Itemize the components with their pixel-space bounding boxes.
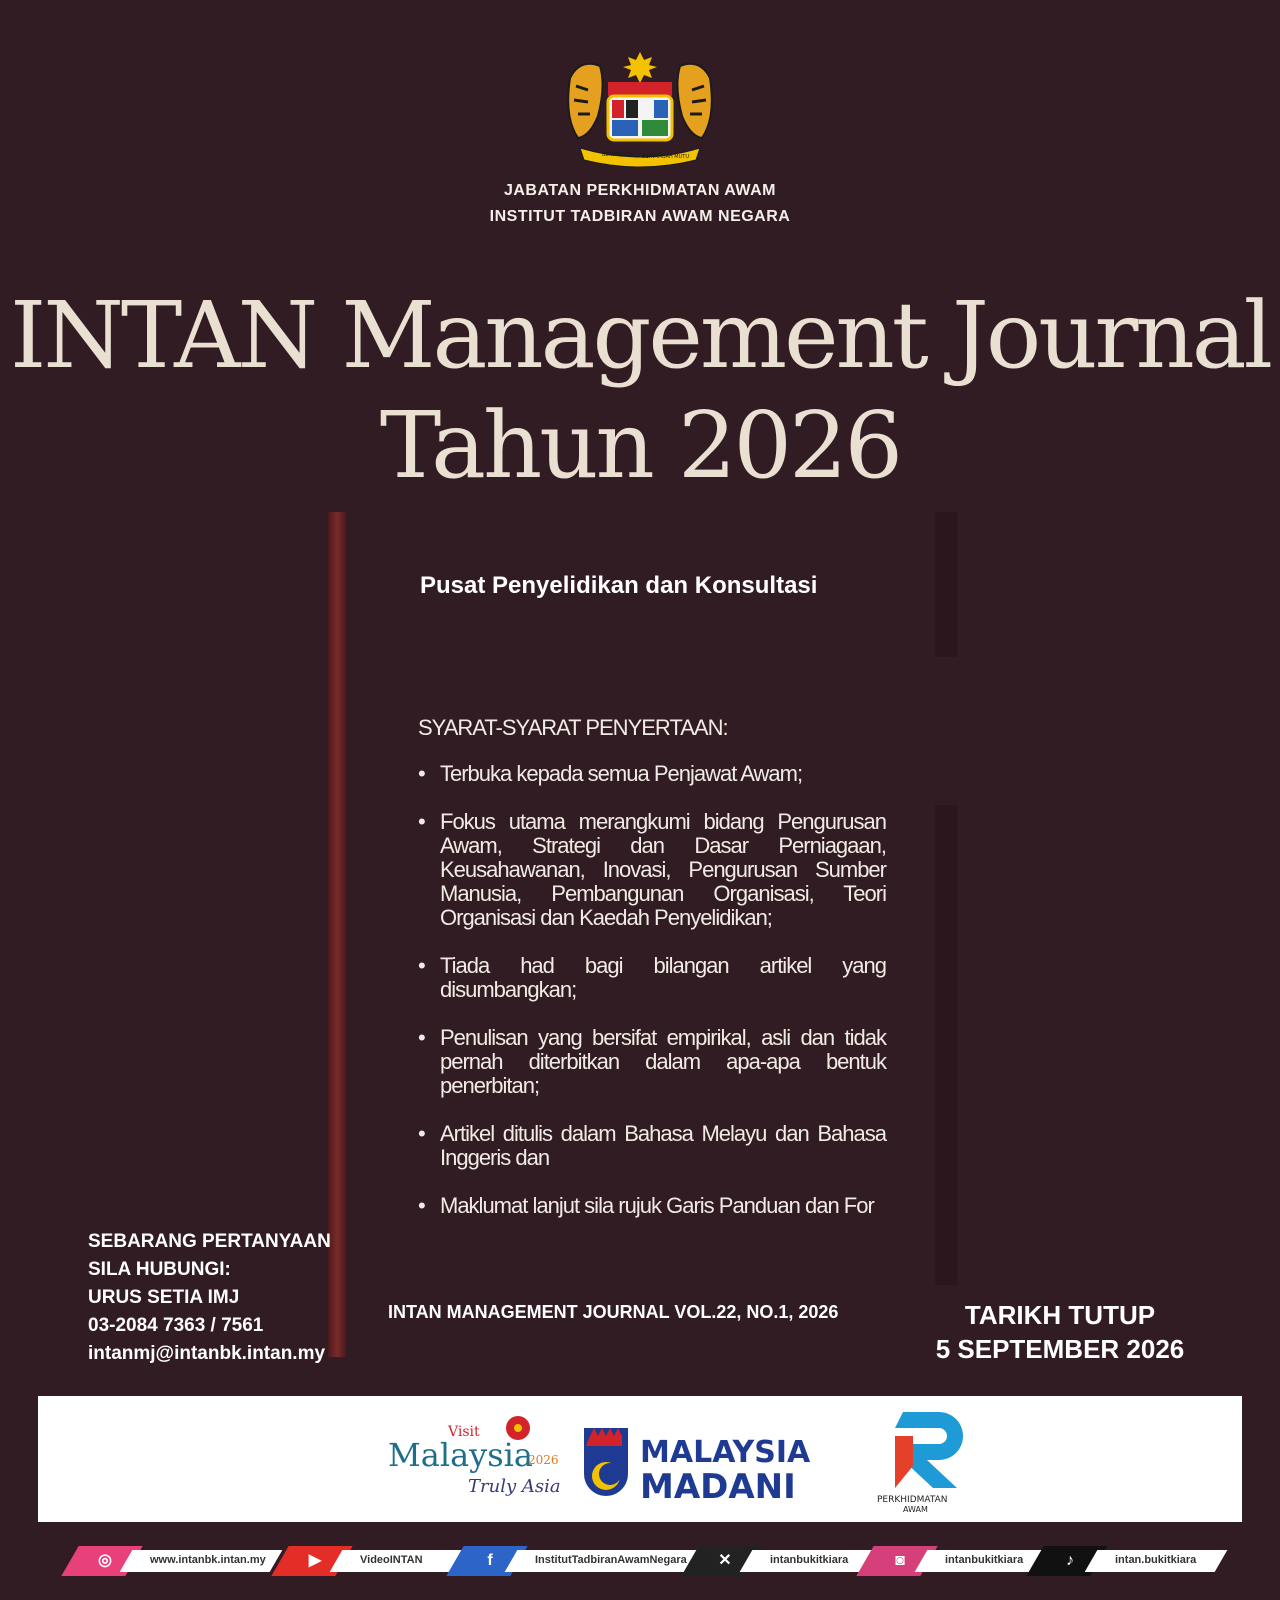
journal-year: Tahun 2026 xyxy=(379,392,901,499)
contact-phone[interactable]: 03-2084 7363 / 7561 xyxy=(88,1315,264,1336)
requirements-heading: SYARAT-SYARAT PENYERTAAN: xyxy=(418,715,728,740)
contact-block xyxy=(88,1228,331,1368)
closing-date: 5 SEPTEMBER 2026 xyxy=(935,1334,1185,1364)
youtube-icon: ▶ xyxy=(308,1552,322,1569)
org-name-jpa: JABATAN PERKHIDMATAN AWAM xyxy=(503,182,777,199)
dribbble-icon: ◎ xyxy=(98,1552,112,1569)
closing-date-block xyxy=(930,1298,1190,1366)
social-label: intanbukitkiara xyxy=(945,1554,1024,1566)
contact-line: SILA HUBUNGI: xyxy=(88,1259,231,1280)
social-label: VideoINTAN xyxy=(360,1554,423,1566)
partner-logos-band xyxy=(38,1396,1242,1522)
centre-name: Pusat Penyelidikan dan Konsultasi xyxy=(420,572,818,599)
org-name-intan: INSTITUT TADBIRAN AWAM NEGARA xyxy=(489,208,791,225)
journal-title: INTAN Management Journal xyxy=(9,282,1271,389)
visit-main: Malaysia xyxy=(388,1436,533,1474)
x-icon: ✕ xyxy=(718,1552,732,1569)
contact-line: URUS SETIA IMJ xyxy=(88,1287,240,1308)
requirement-item: • Maklumat lanjut sila rujuk Garis Panduan dan For xyxy=(418,1194,886,1218)
crest-motto-right: BERTAMBAH MUTU xyxy=(642,154,689,160)
requirement-item: • Artikel ditulis dalam Bahasa Melayu dan Bahasa Inggeris dan xyxy=(418,1122,886,1170)
pa-line1: PERKHIDMATAN xyxy=(877,1495,948,1505)
perkhidmatan-awam-logo xyxy=(873,1406,983,1516)
social-media-bar xyxy=(60,1546,1220,1580)
crest-motto-left: BERSEKUTU xyxy=(602,152,632,158)
visit-year: 2026 xyxy=(528,1453,559,1467)
visit-small: Visit xyxy=(448,1424,480,1440)
panel-shadow-bottom xyxy=(935,805,957,1285)
visit-tagline: Truly Asia xyxy=(468,1476,561,1497)
panel-shadow-top xyxy=(935,512,957,657)
contact-line: SEBARANG PERTANYAAN xyxy=(88,1231,331,1252)
facebook-icon: f xyxy=(487,1552,493,1569)
instagram-icon: ◙ xyxy=(895,1552,905,1569)
visit-malaysia-logo xyxy=(388,1406,578,1516)
requirement-item: • Penulisan yang bersifat empirikal, asli dan tidak pernah diterbitkan dalam apa-apa bentuk penerbitan; xyxy=(418,1026,886,1098)
madani-line2: MADANI xyxy=(640,1467,796,1507)
requirement-item: • Terbuka kepada semua Penjawat Awam; xyxy=(418,762,886,786)
social-label: intanbukitkiara xyxy=(770,1554,849,1566)
requirement-item: • Tiada had bagi bilangan artikel yang disumbangkan; xyxy=(418,954,886,1002)
social-label: intan.bukitkiara xyxy=(1115,1554,1197,1566)
tiktok-icon: ♪ xyxy=(1066,1552,1074,1569)
social-label: InstitutTadbiranAwamNegara xyxy=(535,1554,687,1566)
malaysia-coat-of-arms-icon xyxy=(560,48,720,173)
volume-info: INTAN MANAGEMENT JOURNAL VOL.22, NO.1, 2026 xyxy=(388,1302,839,1322)
contact-email[interactable]: intanmj@intanbk.intan.my xyxy=(88,1343,326,1364)
requirements-list xyxy=(418,762,886,1242)
closing-label: TARIKH TUTUP xyxy=(964,1300,1156,1330)
madani-line1: MALAYSIA xyxy=(640,1435,811,1470)
requirement-item: • Fokus utama merangkumi bidang Pengurusan Awam, Strategi dan Dasar Perniagaan, Keusahawanan, Inovasi, Pengurusan Sumber Manusia, Pembangunan Organisasi, Teori Organisasi dan Kaedah Penyelidikan; xyxy=(418,810,886,930)
malaysia-madani-logo xyxy=(578,1414,868,1514)
social-label: www.intanbk.intan.my xyxy=(150,1554,266,1566)
pa-line2: AWAM xyxy=(903,1505,928,1514)
